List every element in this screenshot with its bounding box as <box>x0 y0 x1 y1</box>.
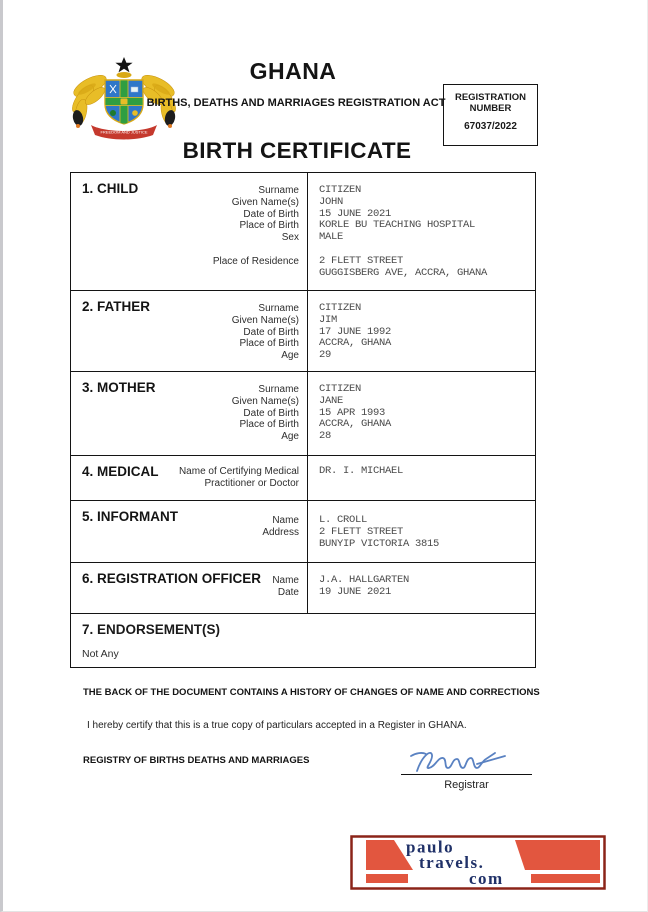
field-value: 2 FLETT STREET <box>319 525 404 538</box>
field-value: J.A. HALLGARTEN <box>319 574 410 586</box>
section-registration-officer <box>71 562 535 613</box>
field-label: Date of Birth <box>243 407 299 419</box>
field-label: Surname <box>258 384 299 395</box>
document-title: BIRTH CERTIFICATE <box>182 138 412 163</box>
field-label: Given Name(s) <box>231 314 299 326</box>
section-child <box>71 173 535 290</box>
field-label <box>71 244 307 256</box>
field-value: CITIZEN <box>319 383 362 395</box>
field-value: 19 JUNE 2021 <box>319 585 392 598</box>
registration-number-label: REGISTRATION NUMBER <box>454 92 527 114</box>
field-value: CITIZEN <box>319 184 362 196</box>
back-of-document-note: THE BACK OF THE DOCUMENT CONTAINS A HISTORY OF CHANGES OF NAME AND CORRECTIONS <box>83 687 540 698</box>
field-label: Name of Certifying Medical <box>178 466 299 477</box>
section-mother <box>71 371 535 455</box>
field-label: Sex <box>281 232 299 244</box>
field-value: 15 APR 1993 <box>319 406 386 419</box>
registrar-label: Registrar <box>444 779 489 791</box>
field-value <box>319 478 535 490</box>
field-label: Place of Birth <box>239 220 299 232</box>
field-label: Address <box>262 526 299 538</box>
logo-shape-right <box>515 840 600 870</box>
certification-statement: I hereby certify that this is a true copy of particulars accepted in a Register in GHANA. <box>87 720 467 731</box>
field-value: ACCRA, GHANA <box>319 337 392 350</box>
field-label: Name <box>272 515 299 526</box>
section-title: 2. FATHER <box>82 299 151 314</box>
field-value: 29 <box>319 349 332 362</box>
field-label: Given Name(s) <box>231 395 299 407</box>
field-label: Name <box>272 575 299 586</box>
field-value: DR. I. MICHAEL <box>319 465 404 477</box>
section-title: 6. REGISTRATION OFFICER <box>82 571 262 586</box>
section-title: 5. INFORMANT <box>82 509 178 524</box>
section-informant <box>71 500 535 562</box>
field-value <box>319 244 535 256</box>
field-value: KORLE BU TEACHING HOSPITAL <box>319 219 476 232</box>
registration-number-box <box>443 84 538 146</box>
field-value: 15 JUNE 2021 <box>319 207 392 220</box>
registrar-signature <box>405 746 527 776</box>
field-label: Date <box>277 586 299 598</box>
act-title: BIRTHS, DEATHS AND MARRIAGES REGISTRATION ACT <box>146 97 446 109</box>
field-label: Date of Birth <box>243 326 299 338</box>
field-label: Place of Birth <box>239 338 299 350</box>
field-value: BUNYIP VICTORIA 3815 <box>319 537 440 550</box>
field-value: JANE <box>319 394 344 407</box>
endorsement-value: Not Any <box>82 648 119 660</box>
field-value: ACCRA, GHANA <box>319 418 392 431</box>
field-value: GUGGISBERG AVE, ACCRA, GHANA <box>319 266 488 279</box>
field-value: 28 <box>319 430 332 443</box>
section-title: 4. MEDICAL <box>82 464 159 479</box>
certificate-table <box>70 172 536 668</box>
field-label <box>71 539 307 551</box>
field-value: JIM <box>319 313 338 326</box>
field-label: Practitioner or Doctor <box>204 477 299 489</box>
logo-bar-right <box>531 874 600 883</box>
field-value: L. CROLL <box>319 514 368 526</box>
logo-text-line3: com <box>469 869 504 888</box>
field-label: Date of Birth <box>243 208 299 220</box>
registration-number-value: 67037/2022 <box>464 121 517 132</box>
logo-text-line1: paulo <box>406 837 455 857</box>
field-value: 2 FLETT STREET <box>319 254 404 267</box>
section-title: 7. ENDORSEMENT(S) <box>82 622 221 637</box>
field-label: Age <box>281 431 299 443</box>
section-title: 1. CHILD <box>82 181 139 196</box>
field-value: 17 JUNE 1992 <box>319 325 392 338</box>
section-father <box>71 290 535 371</box>
field-label: Surname <box>258 303 299 314</box>
field-value: CITIZEN <box>319 302 362 314</box>
section-title: 3. MOTHER <box>82 380 156 395</box>
country-title: GHANA <box>249 58 337 84</box>
registry-title: REGISTRY OF BIRTHS DEATHS AND MARRIAGES <box>83 755 310 766</box>
signature-line <box>401 774 532 775</box>
field-label <box>71 268 307 280</box>
arms-motto: FREEDOM AND JUSTICE <box>100 129 148 135</box>
logo-text-line2: travels. <box>419 853 485 872</box>
field-label: Age <box>281 350 299 362</box>
field-label: Place of Birth <box>239 419 299 431</box>
field-value: MALE <box>319 231 344 244</box>
paulo-travels-logo <box>350 835 606 890</box>
field-value: JOHN <box>319 195 344 208</box>
section-medical <box>71 455 535 500</box>
field-label: Place of Residence <box>212 255 299 267</box>
field-label: Given Name(s) <box>231 196 299 208</box>
field-label: Surname <box>258 185 299 196</box>
logo-bar-left <box>366 874 408 883</box>
section-endorsements <box>71 613 535 667</box>
